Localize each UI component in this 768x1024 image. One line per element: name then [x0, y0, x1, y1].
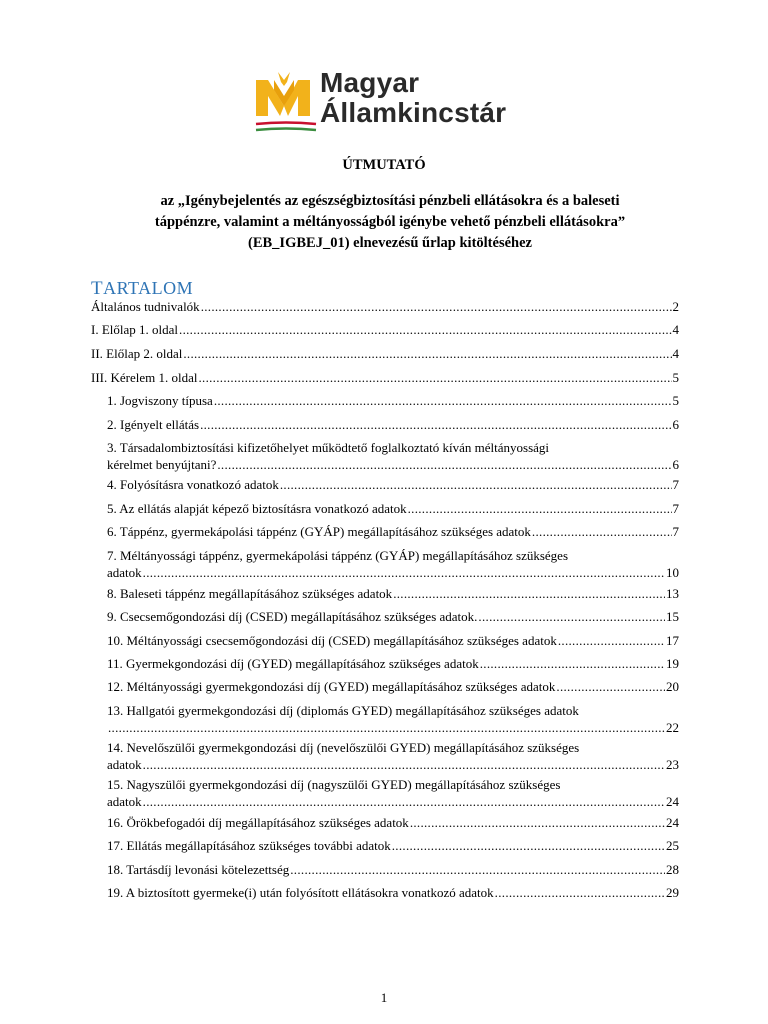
toc-entry-title: Általános tudnivalók	[91, 299, 200, 314]
toc-entry[interactable]	[107, 632, 679, 649]
toc-entry-page: 19	[666, 656, 679, 671]
dot-leader	[217, 456, 671, 473]
logo	[254, 68, 524, 134]
toc-entry-page: 4	[672, 322, 679, 337]
dot-leader	[198, 369, 671, 386]
toc-heading-initial: T	[91, 278, 104, 299]
toc-entry-page: 5	[672, 370, 679, 385]
logo-text	[320, 68, 506, 128]
toc-entry-page: 24	[666, 815, 679, 830]
subtitle-line: táppénzre, valamint a méltányosságból igénybe vehető pénzbeli ellátásokra”	[154, 214, 626, 230]
dot-leader	[556, 678, 665, 695]
toc-entry[interactable]	[107, 837, 679, 854]
toc-entry-title: 1. Jogviszony típusa	[107, 393, 213, 408]
toc-entry[interactable]	[107, 678, 679, 695]
toc-entry-page: 28	[666, 862, 679, 877]
dot-leader	[143, 564, 665, 581]
toc-entry[interactable]	[107, 861, 679, 878]
toc-entry[interactable]	[107, 814, 679, 831]
toc-entry-page: 15	[666, 609, 679, 624]
toc-heading-rest: ARTALOM	[103, 278, 194, 298]
dot-leader	[214, 392, 672, 409]
subtitle-line: (EB_IGBEJ_01) elnevezésű űrlap kitöltéséhez	[248, 235, 532, 251]
toc-entry-page: 7	[672, 477, 679, 492]
toc-entry[interactable]	[91, 345, 679, 362]
dot-leader	[480, 655, 665, 672]
toc-entry-page: 25	[666, 838, 679, 853]
toc-entry-page: 5	[672, 393, 679, 408]
toc-entry-title: II. Előlap 2. oldal	[91, 346, 183, 361]
toc-entry-title-line: 7. Méltányossági táppénz, gyermekápolási táppénz (GYÁP) megállapításához szükséges	[107, 548, 568, 563]
toc-entry-title-line: 15. Nagyszülői gyermekgondozási díj (nagyszülői GYED) megállapításához szükséges	[107, 777, 561, 792]
toc-entry-title: 4. Folyósításra vonatkozó adatok	[107, 477, 279, 492]
toc-entry[interactable]	[107, 608, 679, 625]
dot-leader	[290, 861, 665, 878]
toc-entry-page: 24	[666, 794, 679, 809]
toc-entry-title: 16. Örökbefogadói díj megállapításához szükséges adatok	[107, 815, 409, 830]
toc-entry[interactable]	[107, 416, 679, 433]
dot-leader	[410, 814, 665, 831]
toc-entry-page: 10	[666, 565, 679, 580]
toc-entry[interactable]	[107, 439, 679, 473]
toc-entry-page: 13	[666, 586, 679, 601]
toc-entry-title: kérelmet benyújtani?	[107, 457, 217, 472]
dot-leader	[478, 608, 665, 625]
toc-entry[interactable]	[107, 523, 679, 540]
flag-stripes-icon	[254, 121, 318, 133]
toc-entry[interactable]	[107, 547, 679, 581]
toc-entry-title: 6. Táppénz, gyermekápolási táppénz (GYÁP) megállapításához szükséges adatok	[107, 524, 531, 539]
toc-entry[interactable]	[107, 476, 679, 493]
dot-leader	[143, 756, 665, 773]
page-number: 1	[380, 990, 388, 1005]
toc-entry-title: III. Kérelem 1. oldal	[91, 370, 198, 385]
toc-entry-page: 20	[666, 679, 679, 694]
dot-leader	[532, 523, 672, 540]
toc-entry-title: I. Előlap 1. oldal	[91, 322, 179, 337]
dot-leader	[108, 719, 665, 736]
toc-entry-page: 4	[672, 346, 679, 361]
toc-entry-page: 7	[672, 524, 679, 539]
toc-entry-page: 23	[666, 757, 679, 772]
dot-leader	[392, 837, 665, 854]
dot-leader	[558, 632, 665, 649]
toc-entry-page: 22	[666, 720, 679, 735]
document-title: ÚTMUTATÓ	[342, 157, 426, 173]
toc-entry-title: 9. Csecsemőgondozási díj (CSED) megállapításához szükséges adatok.	[107, 609, 478, 624]
toc-entry-title: 18. Tartásdíj levonási kötelezettség	[107, 862, 290, 877]
dot-leader	[408, 500, 672, 517]
dot-leader	[183, 345, 671, 362]
toc-entry-page: 6	[672, 457, 679, 472]
toc-entry-page: 2	[672, 299, 679, 314]
toc-entry[interactable]	[107, 884, 679, 901]
dot-leader	[393, 585, 665, 602]
document-subtitle	[100, 191, 680, 254]
toc-entry-page: 7	[672, 501, 679, 516]
dot-leader	[143, 793, 665, 810]
toc-entry-title: 12. Méltányossági gyermekgondozási díj (GYED) megállapításához szükséges adatok	[107, 679, 556, 694]
toc-entry-title: 11. Gyermekgondozási díj (GYED) megállapításához szükséges adatok	[107, 656, 479, 671]
toc-entry-title: adatok	[107, 794, 142, 809]
dot-leader	[179, 321, 671, 338]
toc-entry[interactable]	[91, 321, 679, 338]
toc-entry-title: 2. Igényelt ellátás	[107, 417, 200, 432]
dot-leader	[280, 476, 672, 493]
logo-line-1: Magyar	[320, 67, 420, 98]
toc-entry-title: adatok	[107, 757, 142, 772]
logo-line-2: Államkincstár	[320, 97, 507, 128]
toc-entry[interactable]	[107, 500, 679, 517]
toc-entry-title-line: 13. Hallgatói gyermekgondozási díj (diplomás GYED) megállapításához szükséges adatok	[107, 703, 579, 718]
toc-entry[interactable]	[107, 655, 679, 672]
toc-entry[interactable]	[107, 776, 679, 810]
toc-entry-title: 17. Ellátás megállapításához szükséges további adatok	[107, 838, 391, 853]
treasury-crown-icon	[254, 70, 314, 120]
toc-entry-page: 17	[666, 633, 679, 648]
dot-leader	[201, 298, 672, 315]
dot-leader	[495, 884, 665, 901]
toc-entry-title-line: 14. Nevelőszülői gyermekgondozási díj (nevelőszülői GYED) megállapításához szükséges	[107, 740, 580, 755]
toc-entry-title-line: 3. Társadalombiztosítási kifizetőhelyet működtető foglalkoztató kíván méltányossági	[107, 440, 550, 455]
toc-heading	[91, 278, 193, 300]
toc-entry-title: 19. A biztosított gyermeke(i) után folyósított ellátásokra vonatkozó adatok	[107, 885, 494, 900]
toc-entry-title: 10. Méltányossági csecsemőgondozási díj (CSED) megállapításához szükséges adatok	[107, 633, 557, 648]
toc-entry[interactable]	[91, 298, 679, 315]
toc-entry[interactable]	[107, 739, 679, 773]
dot-leader	[200, 416, 671, 433]
toc-entry-title: 8. Baleseti táppénz megállapításához szükséges adatok	[107, 586, 393, 601]
toc-entry[interactable]	[91, 369, 679, 386]
toc-entry-page: 29	[666, 885, 679, 900]
toc-entry[interactable]	[107, 702, 679, 736]
subtitle-line: az „Igénybejelentés az egészségbiztosítási pénzbeli ellátásokra és a baleseti	[160, 193, 620, 209]
toc-entry[interactable]	[107, 585, 679, 602]
toc-entry-title: 5. Az ellátás alapját képező biztosításra vonatkozó adatok	[107, 501, 407, 516]
toc-entry-page: 6	[672, 417, 679, 432]
toc-entry[interactable]	[107, 392, 679, 409]
toc-entry-title: adatok	[107, 565, 142, 580]
